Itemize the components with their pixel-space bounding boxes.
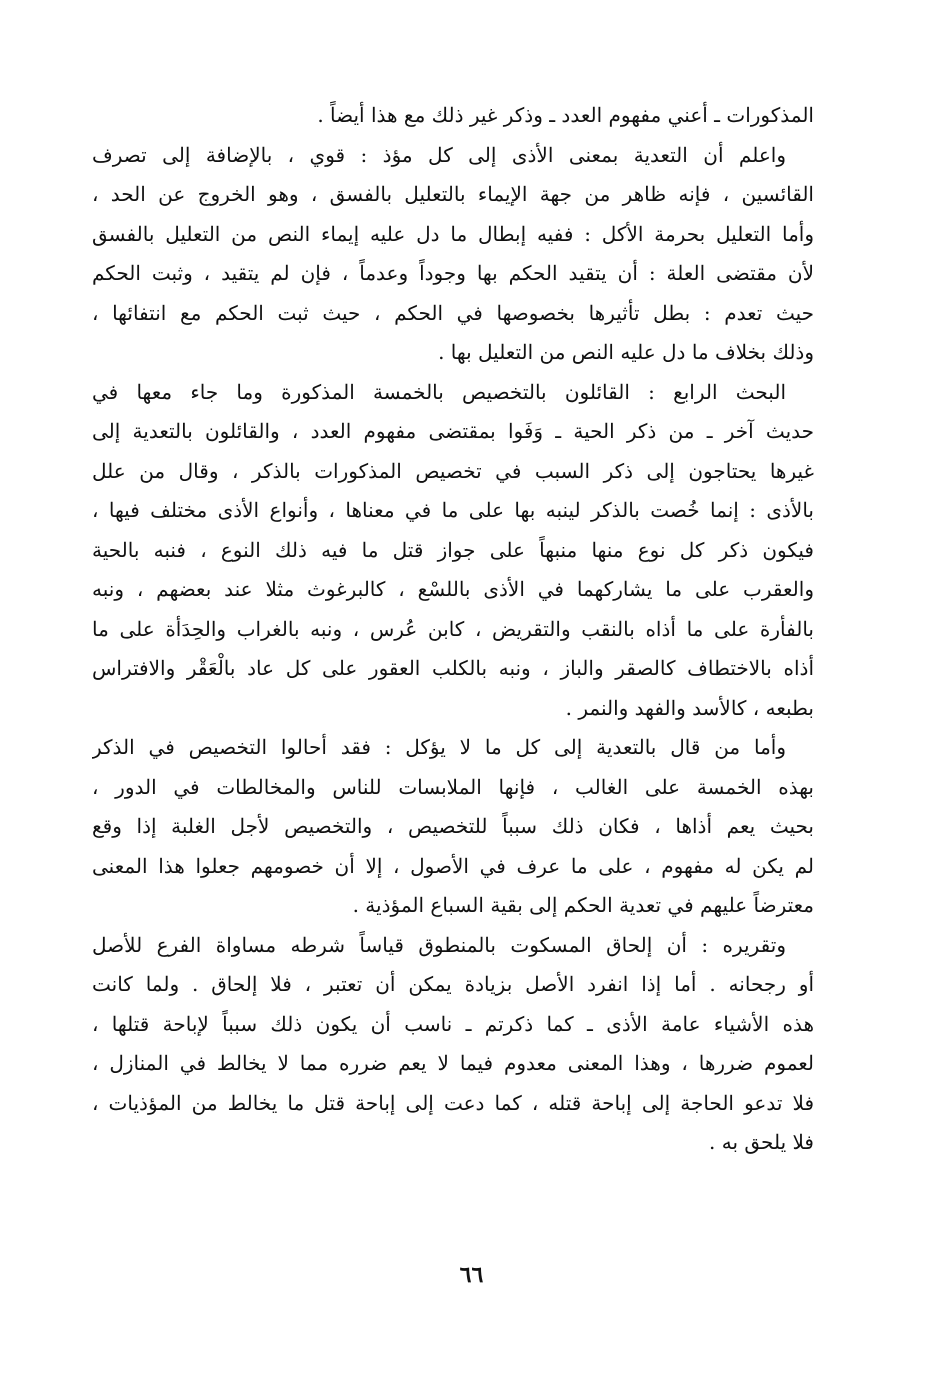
text-line: لأن مقتضى العلة : أن يتقيد الحكم بها وجوداً وعدماً ، فإن لم يتقيد ، وثبت الحكم: [92, 261, 814, 285]
text-line: البحث الرابع : القائلون بالتخصيص بالخمسة المذكورة وما جاء معها في: [92, 379, 786, 404]
text-line: فلا يلحق به .: [709, 1130, 814, 1154]
text-line: أذاه بالاختطاف كالصقر والباز ، ونبه بالكلب العقور على كل عاد بالْعَقْر والافتراس: [92, 656, 814, 680]
text-line: والعقرب على ما يشاركهما في الأذى باللسْع ، كالبرغوث مثلا عند بعضهم ، ونبه: [92, 577, 814, 601]
text-line: المذكورات ـ أعني مفهوم العدد ـ وذكر غير ذلك مع هذا أيضاً .: [317, 103, 814, 127]
text-line: فلا تدعو الحاجة إلى إباحة قتله ، كما دعت إلى إباحة قتل ما يخالط من المؤذيات ،: [92, 1090, 814, 1115]
text-line: بهذه الخمسة على الغالب ، فإنها الملابسات للناس والمخالطات في الدور ،: [92, 774, 814, 799]
text-line: هذه الأشياء عامة الأذى ـ كما ذكرتم ـ ناسب أن يكون ذلك سبباً لإباحة قتلها ،: [92, 1011, 814, 1036]
text-line: بحيث يعم أذاها ، فكان ذلك سبباً للتخصيص ، والتخصيص لأجل الغلبة إذا وقع: [92, 814, 814, 838]
text-line: حيث تعدم : بطل تأثيرها بخصوصها في الحكم ، حيث ثبت الحكم مع انتفائها ،: [92, 300, 814, 325]
text-line: وذلك بخلاف ما دل عليه النص من التعليل بها .: [438, 340, 814, 364]
page-number: ٦٦: [459, 1262, 484, 1288]
text-line: بطبعه ، كالأسد والفهد والنمر .: [565, 695, 814, 720]
text-line: بالأذى : إنما خُصت بالذكر لينبه بها على ما في معناها ، وأنواع الأذى مختلف فيها ،: [92, 498, 814, 522]
text-line: غيرها يحتاجون إلى ذكر السبب في تخصيص المذكورات بالذكر ، وقال من علل: [92, 458, 814, 483]
text-line: وأما التعليل بحرمة الأكل : ففيه إبطال ما دل عليه إيماء النص من التعليل بالفسق: [92, 221, 814, 246]
text-line: معترضاً عليهم في تعدية الحكم إلى بقية السباع المؤذية .: [352, 893, 814, 917]
text-line: لعموم ضررها ، وهذا المعنى معدوم فيما لا يعم ضرره مما لا يخالط في المنازل ،: [92, 1051, 814, 1075]
text-line: واعلم أن التعدية بمعنى الأذى إلى كل مؤذ : قوي ، بالإضافة إلى تصرف: [92, 142, 786, 167]
page-body: [92, 96, 814, 1163]
text-line: أو رجحانه . أما إذا انفرد الأصل بزيادة يمكن أن تعتبر ، فلا إلحاق . ولما كانت: [92, 972, 814, 996]
text-line: حديث آخر ـ من ذكر الحية ـ وَفَوا بمقتضى مفهوم العدد ، والقائلون بالتعدية إلى: [92, 419, 814, 443]
text-line: لم يكن له مفهوم ، على ما عرف في الأصول ، إلا أن خصومهم جعلوا هذا المعنى: [92, 853, 814, 878]
text-line: بالفأرة على ما أذاه بالنقب والتقريض ، كابن عُرس ، ونبه بالغراب والحِدَأة على ما: [92, 616, 814, 641]
text-line: وتقريره : أن إلحاق المسكوت بالمنطوق قياساً شرطه مساواة الفرع للأصل: [92, 932, 786, 957]
text-line: وأما من قال بالتعدية إلى كل ما لا يؤكل : فقد أحالوا التخصيص في الذكر: [92, 735, 786, 759]
text-line: القائسين ، فإنه ظاهر من جهة الإيماء بالتعليل بالفسق ، وهو الخروج عن الحد ،: [92, 182, 814, 206]
text-line: فيكون ذكر كل نوع منها منبهاً على جواز قتل ما فيه ذلك النوع ، فنبه بالحية: [92, 537, 814, 562]
